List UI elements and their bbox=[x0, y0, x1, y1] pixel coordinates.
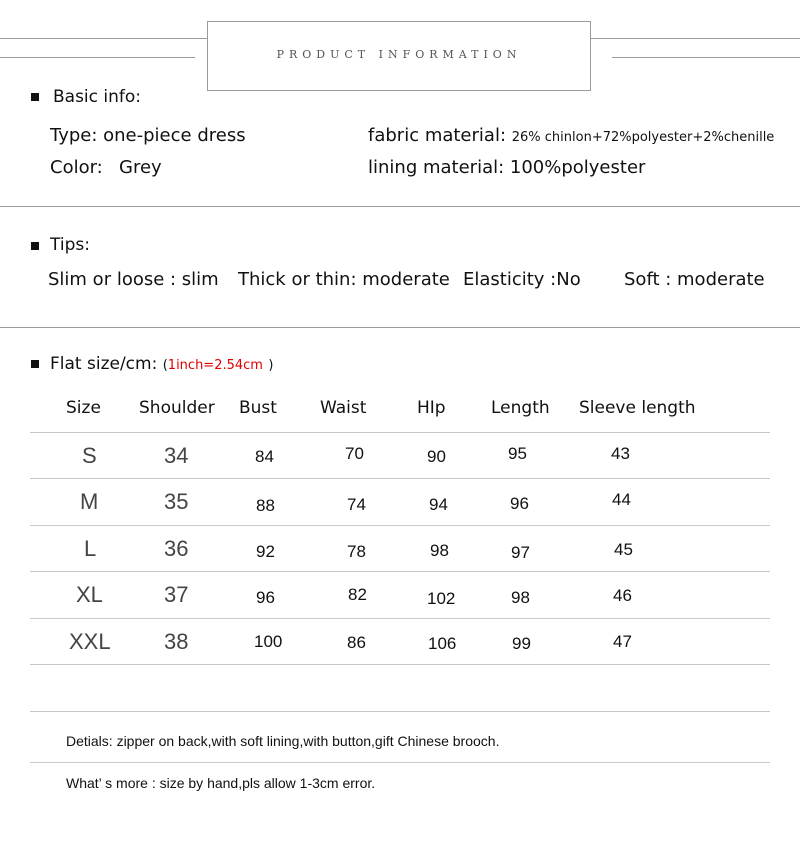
table-cell-waist: 74 bbox=[347, 495, 366, 514]
basic-info-heading: Basic info: bbox=[53, 87, 142, 107]
table-cell-bust: 96 bbox=[256, 588, 275, 607]
table-header-hip: HIp bbox=[417, 398, 446, 418]
table-cell-length: 99 bbox=[512, 634, 531, 653]
table-cell-size: XL bbox=[76, 582, 103, 607]
table-cell-size: S bbox=[82, 443, 97, 468]
table-row-divider bbox=[30, 571, 770, 572]
table-cell-sleeve-length: 44 bbox=[612, 490, 631, 509]
table-header-bust: Bust bbox=[239, 398, 277, 418]
tip-item: Slim or loose : slim bbox=[48, 269, 219, 290]
flat-size-heading bbox=[50, 354, 273, 374]
fabric-info bbox=[368, 125, 774, 146]
table-cell-bust: 100 bbox=[254, 632, 283, 651]
color-value: Grey bbox=[119, 157, 162, 178]
table-cell-length: 97 bbox=[511, 543, 530, 562]
flat-size-label: Flat size/cm: bbox=[50, 354, 158, 374]
flat-size-bullet-icon bbox=[31, 360, 39, 368]
table-cell-size: L bbox=[84, 536, 97, 561]
header-line-bottom-left bbox=[0, 57, 195, 58]
table-cell-shoulder: 34 bbox=[164, 443, 189, 468]
flat-size-note-open: ( bbox=[162, 358, 168, 373]
table-cell-sleeve-length: 46 bbox=[613, 586, 632, 605]
table-cell-waist: 78 bbox=[347, 542, 366, 561]
table-cell-waist: 86 bbox=[347, 633, 366, 652]
table-cell-sleeve-length: 47 bbox=[613, 632, 632, 651]
table-header-sleeve-length: Sleeve length bbox=[579, 398, 696, 418]
table-cell-hip: 90 bbox=[427, 447, 446, 466]
table-cell-bust: 84 bbox=[255, 447, 274, 466]
table-row-divider bbox=[30, 664, 770, 665]
table-header-shoulder: Shoulder bbox=[139, 398, 215, 418]
table-row-divider bbox=[30, 432, 770, 433]
table-cell-hip: 106 bbox=[428, 634, 457, 653]
flat-size-note: 1inch=2.54cm bbox=[167, 358, 263, 373]
basic-info-bullet-icon bbox=[31, 93, 39, 101]
tips-heading: Tips: bbox=[50, 235, 90, 255]
table-cell-shoulder: 35 bbox=[164, 489, 189, 514]
fabric-label: fabric material: bbox=[368, 125, 507, 146]
table-cell-size: M bbox=[80, 489, 99, 514]
page-title: PRODUCT INFORMATION bbox=[276, 48, 522, 61]
color-label: Color: bbox=[50, 157, 103, 178]
table-cell-bust: 88 bbox=[256, 496, 275, 515]
table-cell-bust: 92 bbox=[256, 542, 275, 561]
tip-item: Elasticity :No bbox=[463, 269, 581, 290]
table-cell-shoulder: 38 bbox=[164, 629, 189, 654]
table-cell-waist: 70 bbox=[345, 444, 364, 463]
table-header-waist: Waist bbox=[320, 398, 367, 418]
table-cell-sleeve-length: 45 bbox=[614, 540, 633, 559]
header-line-bottom-right bbox=[612, 57, 800, 58]
details-text: Detials: zipper on back,with soft lining,with button,gift Chinese brooch. bbox=[66, 733, 500, 749]
footer-divider-bottom bbox=[30, 762, 770, 763]
table-row-divider bbox=[30, 525, 770, 526]
table-cell-waist: 82 bbox=[348, 585, 367, 604]
table-cell-shoulder: 36 bbox=[164, 536, 189, 561]
type-info: Type: one-piece dress bbox=[50, 125, 246, 146]
table-header-size: Size bbox=[66, 398, 101, 418]
more-text: What’ s more : size by hand,pls allow 1-3cm error. bbox=[66, 775, 376, 791]
header-title-box bbox=[207, 21, 591, 91]
section-divider-1 bbox=[0, 206, 800, 207]
table-cell-length: 95 bbox=[508, 444, 527, 463]
table-cell-length: 96 bbox=[510, 494, 529, 513]
table-row-divider bbox=[30, 618, 770, 619]
tip-item: Thick or thin: moderate bbox=[238, 269, 450, 290]
lining-info: lining material: 100%polyester bbox=[368, 157, 646, 178]
table-cell-hip: 102 bbox=[427, 589, 456, 608]
tip-item: Soft : moderate bbox=[624, 269, 765, 290]
tips-bullet-icon bbox=[31, 242, 39, 250]
table-cell-hip: 94 bbox=[429, 495, 448, 514]
table-cell-length: 98 bbox=[511, 588, 530, 607]
table-cell-hip: 98 bbox=[430, 541, 449, 560]
section-divider-2 bbox=[0, 327, 800, 328]
table-cell-sleeve-length: 43 bbox=[611, 444, 630, 463]
table-row-divider bbox=[30, 478, 770, 479]
flat-size-note-close: ) bbox=[268, 358, 274, 373]
footer-divider-top bbox=[30, 711, 770, 712]
table-cell-shoulder: 37 bbox=[164, 582, 189, 607]
table-header-length: Length bbox=[491, 398, 550, 418]
table-cell-size: XXL bbox=[69, 629, 111, 654]
fabric-value: 26% chinlon+72%polyester+2%chenille bbox=[511, 130, 775, 145]
